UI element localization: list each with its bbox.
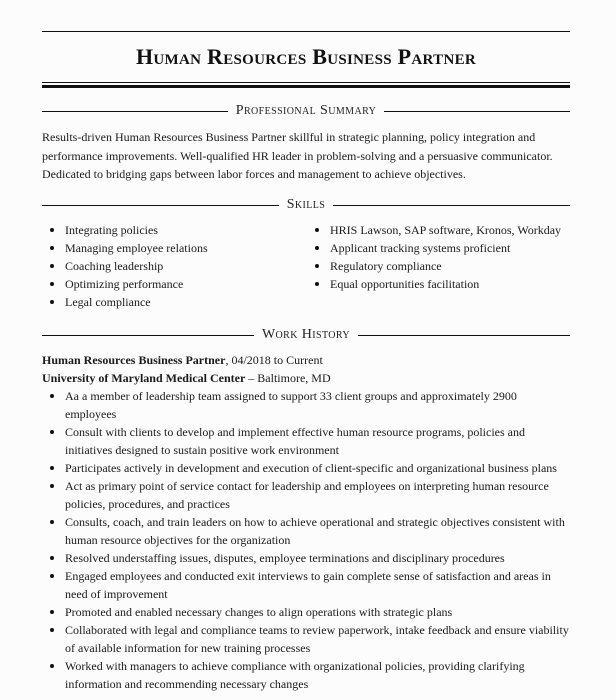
skills-column-right <box>315 221 570 311</box>
heading-rule-left <box>42 111 228 112</box>
heading-rule-right <box>358 335 570 336</box>
job-entry <box>42 351 570 693</box>
skill-item: Integrating policies <box>50 221 315 239</box>
duty-item: Engaged employees and conducted exit interviews to gain complete sense of satisfaction and areas in need of improvement <box>50 567 570 603</box>
duty-item: Resolved understaffing issues, disputes, employee terminations and disciplinary procedures <box>50 549 570 567</box>
section-heading-work-history <box>42 326 570 344</box>
skills-list <box>42 221 570 311</box>
duty-item: Consult with clients to develop and implement effective human resource programs, policies and initiatives designed to sustain positive work environment <box>50 423 570 459</box>
duty-item: Consults, coach, and train leaders on how to achieve operational and strategic objectives consistent with human resource objectives for the organization <box>50 513 570 549</box>
skill-item: Managing employee relations <box>50 239 315 257</box>
job-employer: University of Maryland Medical Center <box>42 371 246 385</box>
heading-rule-right <box>384 111 570 112</box>
duty-item: Worked with managers to achieve compliance with organizational policies, providing clarifying information and recommending necessary changes <box>50 657 570 693</box>
job-duties-list <box>42 387 570 693</box>
duty-item: Act as primary point of service contact for leadership and employees on interpreting human resource policies, procedures, and practices <box>50 477 570 513</box>
section-heading-summary <box>42 102 570 120</box>
job-employer-line <box>42 369 570 387</box>
heading-rule-left <box>42 335 254 336</box>
skill-item: Optimizing performance <box>50 275 315 293</box>
duty-item: Promoted and enabled necessary changes to align operations with strategic plans <box>50 603 570 621</box>
skill-item: Regulatory compliance <box>315 257 570 275</box>
section-title: Work History <box>261 327 351 342</box>
duty-item: Aa a member of leadership team assigned to support 33 client groups and approximately 2900 employees <box>50 387 570 423</box>
heading-rule-left <box>42 205 279 206</box>
skill-item: Legal compliance <box>50 293 315 311</box>
job-dates: , 04/2018 to Current <box>225 353 323 367</box>
job-title: Human Resources Business Partner <box>42 353 226 367</box>
skill-item: HRIS Lawson, SAP software, Kronos, Workday <box>315 221 570 239</box>
duty-item: Collaborated with legal and compliance teams to review paperwork, intake feedback and ensure viability of available information for new training processes <box>50 621 570 657</box>
heading-rule-right <box>333 205 570 206</box>
header-bottom-rule-thick <box>42 85 570 88</box>
duty-item: Participates actively in development and execution of client-specific and organizational business plans <box>50 459 570 477</box>
job-title-line <box>42 351 570 369</box>
skill-item: Coaching leadership <box>50 257 315 275</box>
resume-title: Human Resources Business Partner <box>135 44 477 69</box>
skill-item: Applicant tracking systems proficient <box>315 239 570 257</box>
section-heading-skills <box>42 196 570 214</box>
skills-column-left <box>42 221 315 311</box>
header-bottom-rule-thin <box>42 82 570 83</box>
header-top-rule <box>42 31 570 32</box>
job-location: – Baltimore, MD <box>245 371 331 385</box>
skill-item: Equal opportunities facilitation <box>315 275 570 293</box>
section-title: Skills <box>286 197 326 212</box>
section-title: Professional Summary <box>235 103 377 118</box>
summary-text: Results-driven Human Resources Business Partner skillful in strategic planning, policy integration and performance improvements. Well-qualified HR leader in problem-solving and a persuasive communicator. Dedicated to bridging gaps between labor forces and management to achieve objectives. <box>42 130 553 181</box>
